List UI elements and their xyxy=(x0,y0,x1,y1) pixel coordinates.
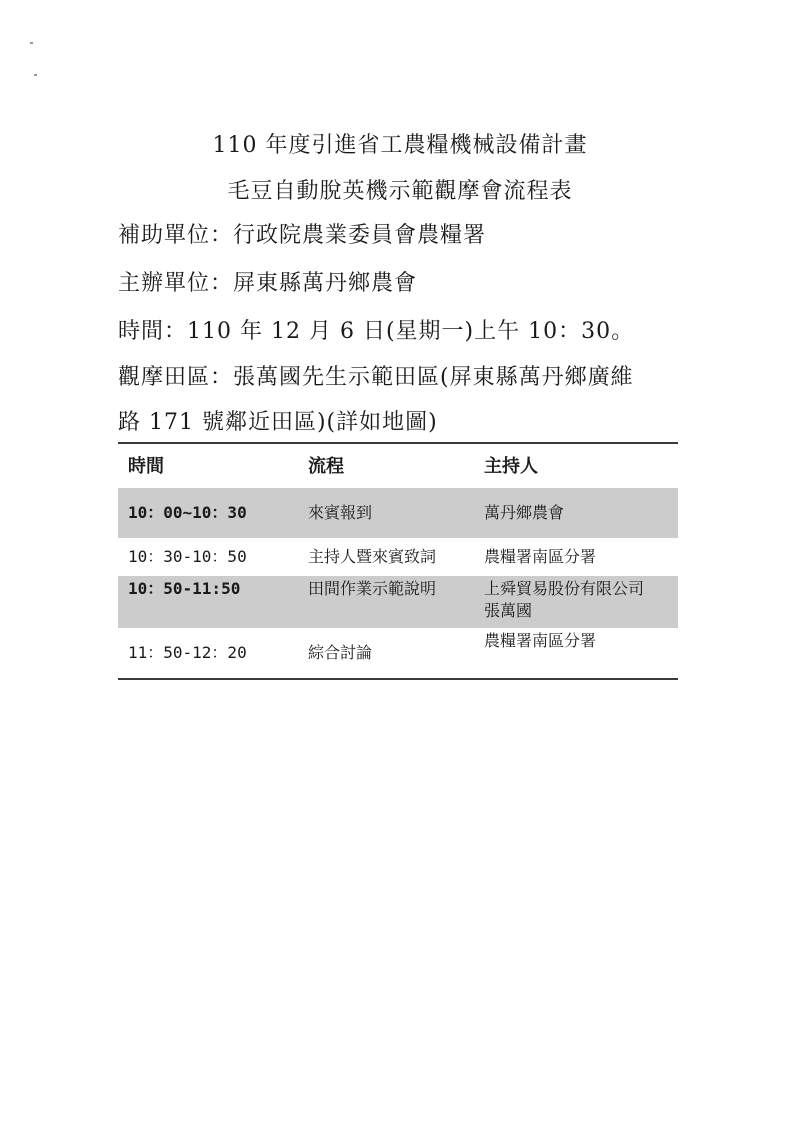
table-row xyxy=(118,488,678,538)
row-host-line: 張萬國 xyxy=(484,601,533,620)
row-host xyxy=(484,546,596,568)
document-title: 110 年度引進省工農糧機械設備計畫 xyxy=(212,133,588,158)
row-host xyxy=(484,578,644,622)
row-host-line: 萬丹鄉農會 xyxy=(484,503,565,522)
info-line-location: 觀摩田區：張萬國先生示範田區(屏東縣萬丹鄉廣維 xyxy=(118,365,634,390)
document-subtitle: 毛豆自動脫英機示範觀摩會流程表 xyxy=(227,179,573,204)
info-line-sponsor: 補助單位：行政院農業委員會農糧署 xyxy=(118,223,487,248)
row-host-line: 農糧署南區分署 xyxy=(484,631,597,650)
row-host-line: 上舜貿易股份有限公司 xyxy=(484,579,645,598)
row-process: 田間作業示範說明 xyxy=(308,579,437,598)
table-row xyxy=(118,576,678,628)
table-header-row xyxy=(118,444,678,488)
row-host xyxy=(484,630,596,652)
row-process: 主持人暨來賓致詞 xyxy=(308,547,437,566)
info-line-organizer: 主辦單位：屏東縣萬丹鄉農會 xyxy=(118,271,418,296)
row-time: 11：50-12：20 xyxy=(128,643,247,662)
info-line-location-cont: 路 171 號鄰近田區)(詳如地圖) xyxy=(118,410,438,435)
column-header-time: 時間 xyxy=(128,456,164,477)
info-line-time: 時間：110 年 12 月 6 日(星期一)上午 10：30。 xyxy=(118,319,635,344)
row-host-line: 農糧署南區分署 xyxy=(484,547,597,566)
row-host xyxy=(484,502,564,524)
row-time: 10：00~10：30 xyxy=(128,503,247,522)
table-row xyxy=(118,628,678,678)
row-time: 10：50-11:50 xyxy=(128,579,241,598)
row-time: 10：30-10：50 xyxy=(128,547,247,566)
row-process: 來賓報到 xyxy=(308,503,373,522)
column-header-host: 主持人 xyxy=(484,456,538,477)
scan-speck xyxy=(30,42,33,44)
scan-speck xyxy=(34,74,37,76)
column-header-process: 流程 xyxy=(308,456,344,477)
row-process: 綜合討論 xyxy=(308,643,373,662)
schedule-table xyxy=(118,442,678,680)
table-row xyxy=(118,538,678,576)
